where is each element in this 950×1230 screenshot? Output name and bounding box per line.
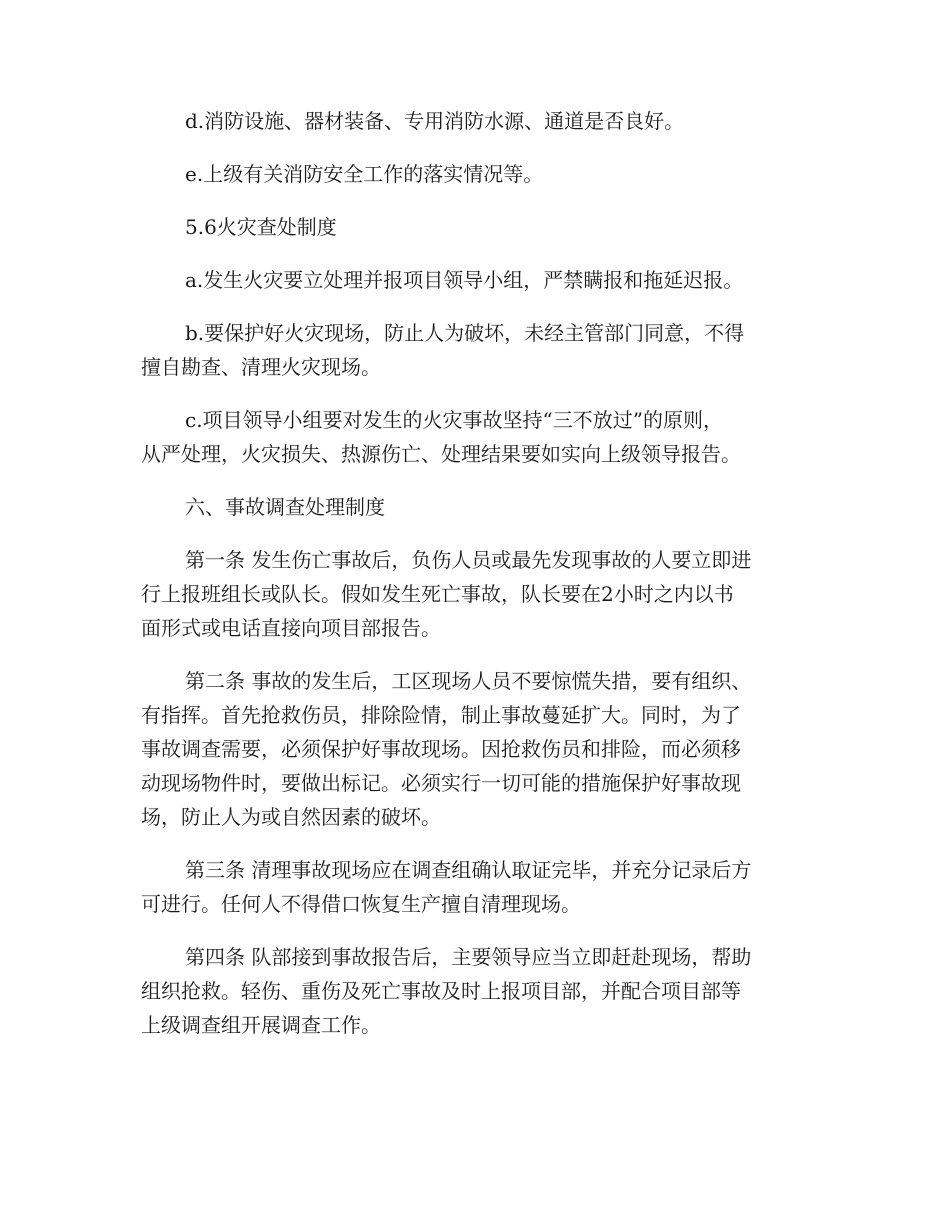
paragraph-line: 动现场物件时，要做出标记。必须实行一切可能的措施保护好事故现 [141,771,741,795]
paragraph-line: 组织抢救。轻伤、重伤及死亡事故及时上报项目部，并配合项目部等 [141,979,741,1003]
paragraph-line: 第二条 事故的发生后，工区现场人员不要惊慌失措，要有组织、 [185,669,752,693]
paragraph-line: 行上报班组长或队长。假如发生死亡事故，队长要在2小时之内以书 [141,582,734,606]
paragraph-b-protect-scene [141,316,807,384]
paragraph-line: a.发生火灾要立处理并报项目领导小组，严禁瞒报和拖延迟报。 [185,268,744,292]
paragraph-line: 擅自勘查、清理火灾现场。 [141,355,381,379]
paragraph-e-superior-implementation [141,157,807,191]
paragraph-line: 事故调查需要，必须保护好事故现场。因抢救伤员和排险，而必须移 [141,737,741,761]
paragraph-a-report-fire [141,263,807,297]
article-4 [141,940,807,1042]
section-heading: 六、事故调查处理制度 [185,495,385,519]
paragraph-line: 第一条 发生伤亡事故后，负伤人员或最先发现事故的人要立即进 [185,548,752,572]
paragraph-line: d.消防设施、器材装备、专用消防水源、通道是否良好。 [185,109,685,133]
paragraph-line: e.上级有关消防安全工作的落实情况等。 [185,162,544,186]
article-1 [141,543,807,645]
paragraph-line: 可进行。任何人不得借口恢复生产擅自清理现场。 [141,892,581,916]
article-3 [141,853,807,921]
article-2 [141,664,807,834]
paragraph-line: 有指挥。首先抢救伤员，排除险情，制止事故蔓延扩大。同时，为了 [141,703,741,727]
paragraph-line: b.要保护好火灾现场，防止人为破坏，未经主管部门同意，不得 [185,321,745,345]
section-heading-6 [141,490,807,524]
section-heading: 5.6火灾查处制度 [185,215,337,239]
paragraph-c-three-not-let-go [141,403,807,471]
paragraph-line: 面形式或电话直接向项目部报告。 [141,616,441,640]
paragraph-line: 场，防止人为或自然因素的破坏。 [141,805,441,829]
paragraph-line: 第三条 清理事故现场应在调查组确认取证完毕，并充分记录后方 [185,858,752,882]
paragraph-line: 从严处理，火灾损失、热源伤亡、处理结果要如实向上级领导报告。 [141,442,741,466]
section-heading-5-6 [141,210,807,244]
paragraph-d-fire-facilities [141,104,807,138]
paragraph-line: 第四条 队部接到事故报告后，主要领导应当立即赶赴现场，帮助 [185,945,752,969]
paragraph-line: 上级调查组开展调查工作。 [141,1013,381,1037]
paragraph-line: c.项目领导小组要对发生的火灾事故坚持“三不放过”的原则， [185,408,724,432]
document-page [141,104,807,1042]
